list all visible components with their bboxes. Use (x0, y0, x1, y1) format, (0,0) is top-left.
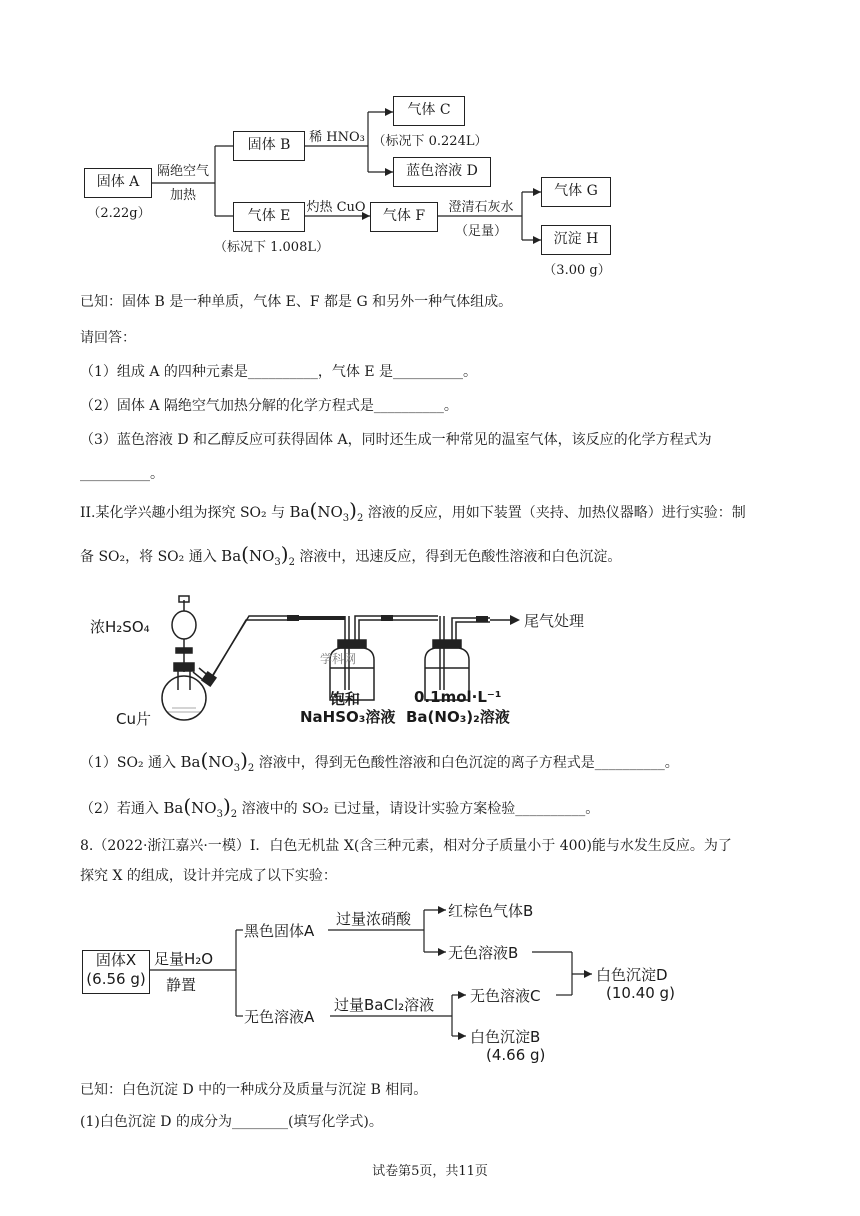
watermark: 学科网 (320, 652, 357, 666)
bacl2-label: 过量BaCl₂溶液 (334, 996, 435, 1014)
red-brown-gas-b: 红棕色气体B (448, 902, 534, 920)
solid-x-box (82, 950, 150, 994)
intro-text-b: 溶液的反应，用如下装置（夹持、加热仪器略）进行实验：制 (367, 505, 746, 521)
colorless-solution-b: 无色溶液B (448, 944, 519, 962)
ba-no3-2-formula: $Ba(NO_3)_2$ (180, 748, 255, 774)
water-label: 足量H₂O (154, 950, 214, 968)
black-solid-a: 黑色固体A (244, 922, 315, 940)
solid-b-box: 固体 B (233, 131, 305, 161)
conc-nitric-label: 过量浓硝酸 (336, 910, 412, 928)
precipitate-h-box: 沉淀 H (541, 225, 611, 255)
colorless-solution-a: 无色溶液A (244, 1008, 315, 1026)
ba-no3-2-formula: $Ba(NO_3)_2$ (163, 794, 238, 820)
p2q2-text-b: 溶液中的 SO₂ 已过量，请设计实验方案检验__________。 (241, 801, 600, 817)
solid-a-mass: （2.22g） (87, 206, 151, 221)
ba-no3-2-formula: $Ba(NO_3)_2$ (221, 542, 295, 568)
solution-d-box: 蓝色溶液 D (393, 157, 491, 187)
gas-g-box: 气体 G (541, 177, 611, 207)
intro-text-a: II.某化学兴趣小组为探究 SO₂ 与 (80, 505, 286, 521)
cuo-label: 灼热 CuO (306, 200, 366, 215)
condition-label: 隔绝空气 (156, 164, 209, 179)
p2q1-text-a: （1）SO₂ 通入 (80, 755, 177, 771)
p2q2-text-a: （2）若通入 (80, 801, 159, 817)
condition-label-heat: 加热 (169, 188, 196, 203)
gas-c-note: （标况下 0.224L） (372, 134, 488, 149)
solid-x-mass: (6.56 g) (86, 970, 146, 988)
p2q1-text-b: 溶液中，得到无色酸性溶液和白色沉淀的离子方程式是__________。 (258, 755, 679, 771)
page-footer: 试卷第5页，共11页 (372, 1164, 488, 1179)
acid-label: 稀 HNO₃ (309, 130, 365, 145)
gas-e-box: 气体 E (233, 202, 305, 232)
question-3-blank: __________。 (80, 466, 164, 482)
ba-no3-2-formula: $Ba(NO_3)_2$ (289, 498, 364, 524)
bottle-2-label-top: 0.1mol·L⁻¹ (414, 688, 502, 706)
conc-acid-label: 浓H₂SO₄ (90, 618, 150, 636)
q8-line-2: 探究 X 的组成，设计并完成了以下实验： (80, 868, 337, 884)
question-3: （3）蓝色溶液 D 和乙醇反应可获得固体 A，同时还生成一种常见的温室气体，该反应的化学方程式为 (80, 432, 712, 448)
bottle-1-label: NaHSO₃溶液 (300, 708, 396, 726)
q8-question-1: (1)白色沉淀 D 的成分为________(填写化学式)。 (80, 1114, 383, 1130)
precipitate-h-mass: （3.00 g） (543, 263, 611, 278)
cu-label: Cu片 (116, 710, 151, 728)
bottle-1-label-top: 饱和 (330, 690, 361, 708)
solid-x-label: 固体X (95, 951, 137, 969)
tail-gas-label: 尾气处理 (524, 612, 585, 630)
intro2-text-b: 溶液中，迅速反应，得到无色酸性溶液和白色沉淀。 (299, 549, 622, 565)
precipitate-b-mass: (4.66 g) (486, 1046, 546, 1064)
precipitate-d-mass: (10.40 g) (606, 984, 675, 1002)
gas-e-note: （标况下 1.008L） (214, 240, 329, 255)
solid-a-box: 固体 A (84, 168, 152, 198)
q8-line-1: 8.（2022·浙江嘉兴·一模）I．白色无机盐 X(含三种元素，相对分子质量小于 400)能与水发生反应。为了 (80, 838, 732, 854)
gas-f-box: 气体 F (370, 202, 438, 232)
intro2-text-a: 备 SO₂，将 SO₂ 通入 (80, 549, 217, 565)
standing-label: 静置 (166, 976, 197, 994)
known-text: 已知：固体 B 是一种单质，气体 E、F 都是 G 和另外一种气体组成。 (80, 294, 513, 310)
lime-label: 澄清石灰水 (448, 200, 514, 215)
question-1: （1）组成 A 的四种元素是__________，气体 E 是__________。 (80, 364, 478, 380)
gas-c-box: 气体 C (393, 96, 465, 126)
question-2: （2）固体 A 隔绝空气加热分解的化学方程式是__________。 (80, 398, 458, 414)
white-precipitate-b: 白色沉淀B (470, 1028, 541, 1046)
please-answer: 请回答： (80, 330, 136, 346)
bottle-2-label: Ba(NO₃)₂溶液 (406, 708, 510, 726)
lime-note: （足量） (454, 224, 507, 239)
colorless-solution-c: 无色溶液C (470, 987, 541, 1005)
white-precipitate-d: 白色沉淀D (596, 966, 668, 984)
q8-known-text: 已知：白色沉淀 D 中的一种成分及质量与沉淀 B 相同。 (80, 1082, 428, 1098)
